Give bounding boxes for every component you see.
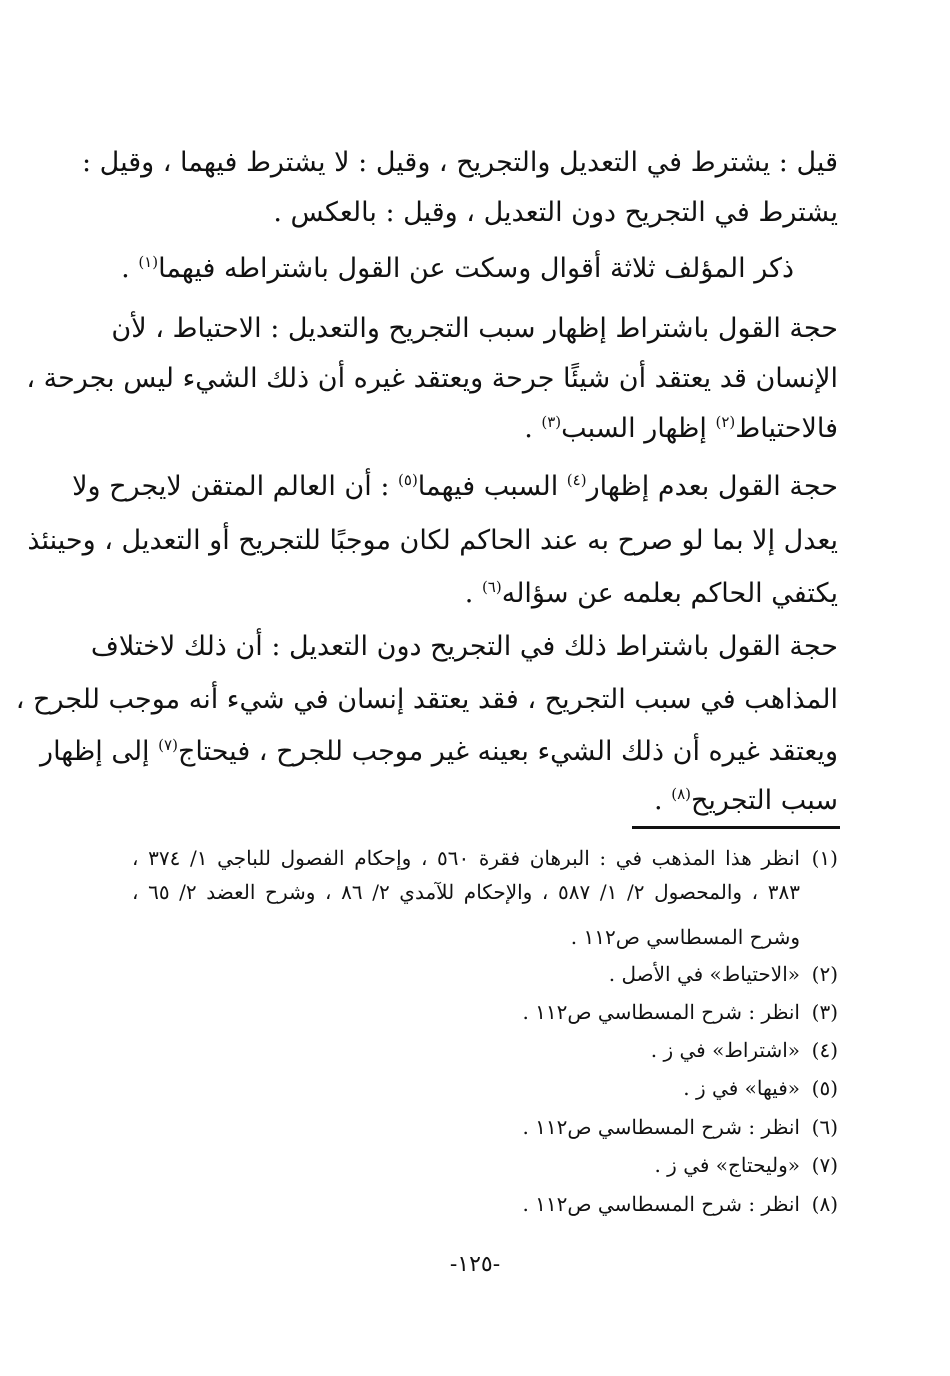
footnote-3-number: (٣) (811, 1000, 838, 1024)
footnote-1-line-3: وشرح المسطاسي ص١١٢ . (570, 925, 800, 949)
footnote-2-number: (٢) (811, 962, 838, 986)
footnote-6 (522, 1112, 838, 1142)
paragraph-4-text-d: يكتفي الحاكم بعلمه عن سؤاله (501, 578, 838, 609)
paragraph-3-line-3 (524, 409, 838, 449)
footnote-8 (522, 1189, 838, 1219)
paragraph-2-line-1 (121, 249, 794, 289)
paragraph-1-line-2: يشترط في التجريح دون التعديل ، وقيل : بالعكس . (273, 197, 838, 228)
footnote-4-text: «اشتراط» في ز . (650, 1038, 800, 1062)
paragraph-3-text-a: فالاحتياط (735, 413, 838, 444)
paragraph-5-line-4 (654, 781, 838, 821)
paragraph-5-line-3 (40, 732, 838, 772)
footnote-8-text: انظر : شرح المسطاسي ص١١٢ . (522, 1192, 800, 1216)
paragraph-4-end: . (464, 578, 482, 609)
footnote-7 (654, 1150, 838, 1180)
footnote-1-text-1: انظر هذا المذهب في : البرهان فقرة ٥٦٠ ، وإحكام الفصول للباجي ١/ ٣٧٤ ، (132, 846, 800, 870)
footnote-5-text: «فيها» في ز . (683, 1076, 800, 1100)
footnote-6-number: (٦) (811, 1115, 838, 1139)
page-number: -١٢٥- (449, 1252, 501, 1277)
paragraph-4-line-3 (465, 574, 838, 614)
paragraph-5-end: . (654, 785, 672, 816)
paragraph-5-line-1: حجة القول باشتراط ذلك في التجريح دون التعديل : أن ذلك لاختلاف (90, 631, 838, 662)
paragraph-4-text-c: : أن العالم المتقن لايجرح ولا (72, 471, 399, 502)
footnote-6-text: انظر : شرح المسطاسي ص١١٢ . (522, 1115, 800, 1139)
footnote-2-text: «الاحتياط» في الأصل . (608, 962, 800, 986)
footnote-ref-8: (٨) (671, 785, 691, 803)
footnote-ref-7: (٧) (158, 736, 178, 754)
footnote-4 (651, 1035, 838, 1065)
footnote-7-number: (٧) (811, 1153, 838, 1177)
footnote-divider (632, 826, 840, 829)
paragraph-5-text-a: ويعتقد غيره أن ذلك الشيء بعينه غير موجب للجرح ، فيحتاج (177, 736, 838, 767)
footnote-ref-5: (٥) (398, 471, 418, 489)
footnote-7-text: «وليحتاج» في ز . (654, 1153, 800, 1177)
footnote-ref-4: (٤) (566, 471, 587, 489)
paragraph-5-line-2: المذاهب في سبب التجريح ، فقد يعتقد إنسان في شيء أنه موجب للجرح ، (15, 684, 838, 715)
footnote-5 (683, 1073, 838, 1103)
paragraph-4-line-2: يعدل إلا بما لو صرح به عند الحاكم لكان موجبًا للتجريح أو التعديل ، وحينئذ (27, 525, 838, 556)
footnote-4-number: (٤) (811, 1038, 838, 1062)
paragraph-5-text-c: سبب التجريح (690, 785, 838, 816)
footnote-3-text: انظر : شرح المسطاسي ص١١٢ . (522, 1000, 800, 1024)
paragraph-2-text: ذكر المؤلف ثلاثة أقوال وسكت عن القول باشتراطه فيهما (158, 253, 794, 284)
footnote-1-number: (١) (811, 846, 838, 870)
footnote-ref-1: (١) (138, 253, 159, 271)
footnote-3 (522, 997, 838, 1027)
paragraph-3-text-b: إظهار السبب (561, 413, 716, 444)
footnote-8-number: (٨) (811, 1192, 838, 1216)
footnote-5-number: (٥) (811, 1076, 838, 1100)
footnote-ref-3: (٣) (541, 413, 562, 431)
paragraph-3-end: . (524, 413, 542, 444)
footnote-1-line-2: ٣٨٣ ، والمحصول ٢/ ١/ ٥٨٧ ، والإحكام للآمدي ٢/ ٨٦ ، وشرح العضد ٢/ ٦٥ ، (132, 880, 800, 904)
footnote-2 (609, 959, 838, 989)
paragraph-4-text-a: حجة القول بعدم إظهار (586, 471, 838, 502)
paragraph-1-line-1: قيل : يشترط في التعديل والتجريح ، وقيل : لا يشترط فيهما ، وقيل : (81, 147, 838, 178)
footnote-1-line-1 (132, 843, 838, 873)
paragraph-5-text-b: إلى إظهار (40, 736, 159, 767)
paragraph-3-line-2: الإنسان قد يعتقد أن شيئًا جرحة ويعتقد غيره أن ذلك الشيء ليس بجرحة ، (26, 363, 838, 394)
paragraph-4-text-b: السبب فيهما (417, 471, 567, 502)
footnote-ref-6: (٦) (481, 578, 502, 596)
paragraph-4-line-1 (72, 467, 838, 507)
footnote-ref-2: (٢) (715, 413, 736, 431)
paragraph-2-end: . (121, 253, 139, 284)
paragraph-3-line-1: حجة القول باشتراط إظهار سبب التجريح والتعديل : الاحتياط ، لأن (111, 313, 838, 344)
